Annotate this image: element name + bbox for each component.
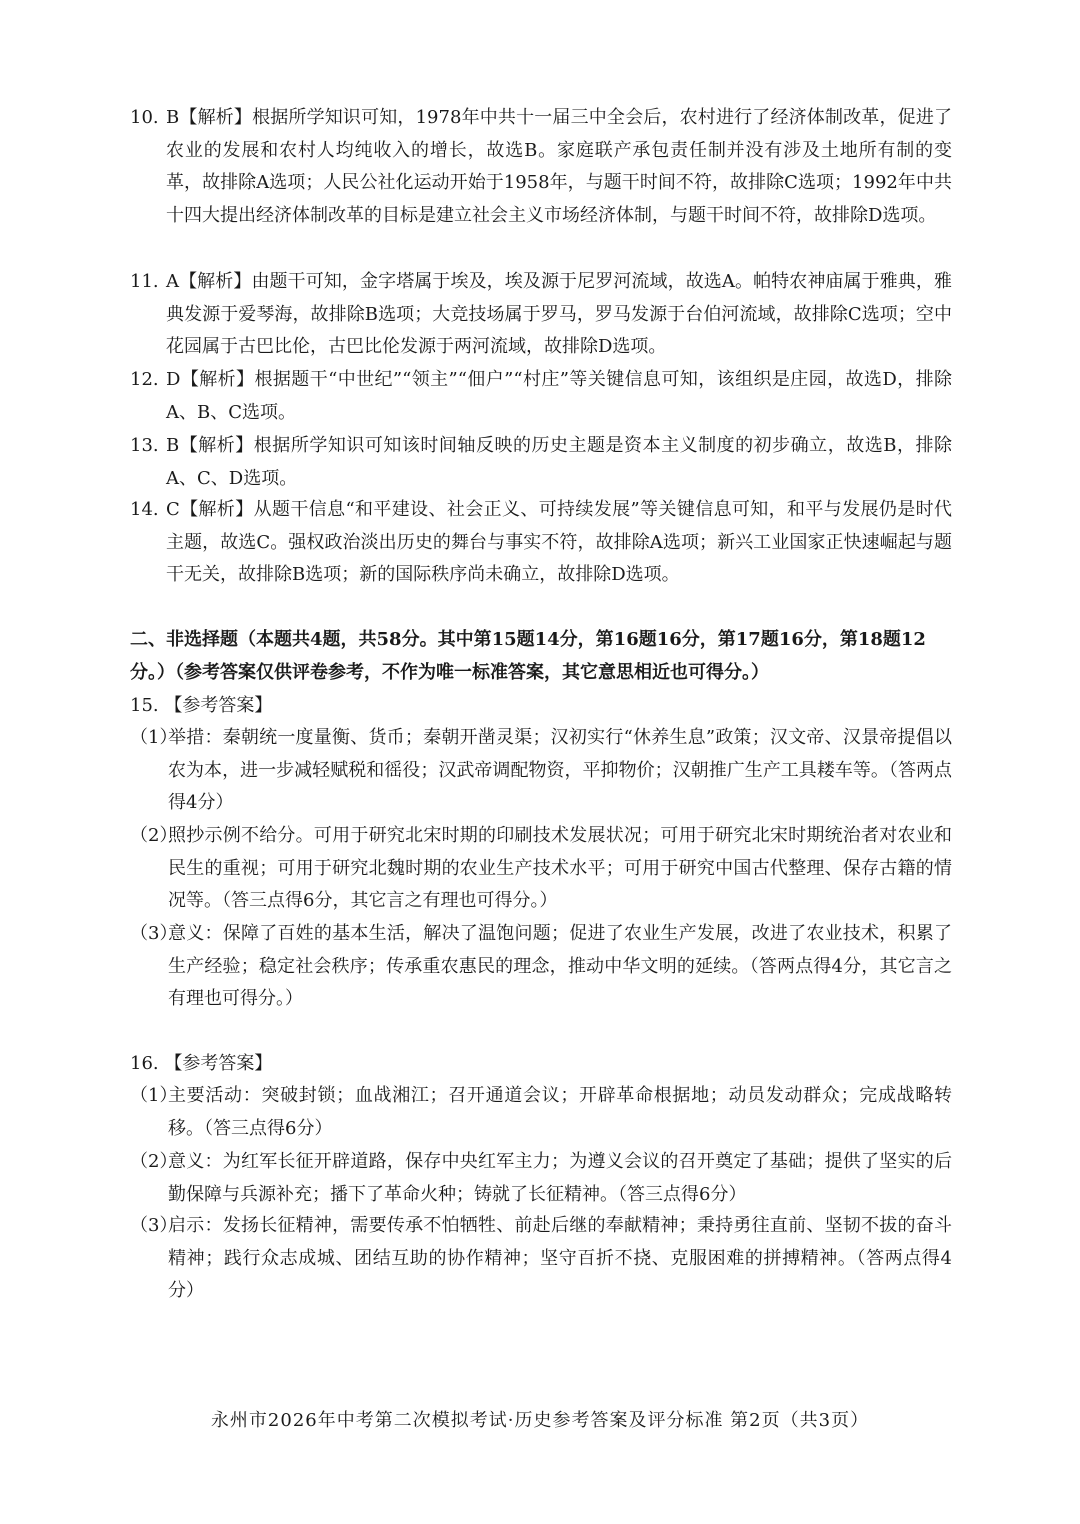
item-text: C【解析】从题干信息“和平建设、社会正义、可持续发展”等关键信息可知，和平与发展仍是时代主题，故选C。强权政治淡出历史的舞台与事实不符，故排除A选项；新兴工业国家正快速崛起与题干无关，故排除B选项；新的国际秩序尚未确立，故排除D选项。 (166, 499, 952, 586)
item-text: A【解析】由题干可知，金字塔属于埃及，埃及源于尼罗河流域，故选A。帕特农神庙属于雅典，雅典发源于爱琴海，故排除B选项；大竞技场属于罗马，罗马发源于台伯河流域，故排除C选项；空中花园属于古巴比伦，古巴比伦发源于两河流域，故排除D选项。 (166, 271, 952, 358)
part-text: 意义：为红军长征开辟道路，保存中央红军主力；为遵义会议的召开奠定了基础；提供了坚实的后勤保障与兵源补充；播下了革命火种；铸就了长征精神。（答三点得6分） (168, 1151, 952, 1205)
answer-item-10 (130, 102, 952, 233)
part-text: 举措：秦朝统一度量衡、货币；秦朝开凿灵渠；汉初实行“休养生息”政策；汉文帝、汉景帝提倡以农为本，进一步减轻赋税和徭役；汉武帝调配物资，平抑物价；汉朝推广生产工具耧车等。（答两点得4分） (168, 727, 952, 814)
section-heading: 二、非选择题（本题共4题，共58分。其中第15题14分，第16题16分，第17题16分，第18题12分。）（参考答案仅供评卷参考，不作为唯一标准答案，其它意思相近也可得分。） (130, 629, 926, 683)
part-label: （3） (130, 923, 178, 944)
part-label: （3） (130, 1215, 178, 1236)
item-text: D【解析】根据题干“中世纪”“领主”“佃户”“村庄”等关键信息可知，该组织是庄园，故选D，排除A、B、C选项。 (166, 369, 952, 423)
answer-item-14 (130, 494, 952, 592)
part-label: （2） (130, 825, 178, 846)
part-text: 启示：发扬长征精神，需要传承不怕牺牲、前赴后继的奉献精神；秉持勇往直前、坚韧不拔的奋斗精神；践行众志成城、团结互助的协作精神；坚守百折不挠、克服困难的拼搏精神。（答两点得4分） (168, 1215, 952, 1302)
q16-part-3 (130, 1210, 952, 1308)
item-text: B【解析】根据所学知识可知，1978年中共十一届三中全会后，农村进行了经济体制改革，促进了农业的发展和农村人均纯收入的增长，故选B。家庭联产承包责任制并没有涉及土地所有制的变革，故排除A选项；人民公社化运动开始于1958年，与题干时间不符，故排除C选项；1992年中共十四大提出经济体制改革的目标是建立社会主义市场经济体制，与题干时间不符，故排除D选项。 (166, 107, 952, 227)
question-16-title: 16. 【参考答案】 (130, 1053, 273, 1074)
part-text: 照抄示例不给分。可用于研究北宋时期的印刷技术发展状况；可用于研究北宋时期统治者对农业和民生的重视；可用于研究北魏时期的农业生产技术水平；可用于研究中国古代整理、保存古籍的情况等。（答三点得6分，其它言之有理也可得分。） (168, 825, 952, 912)
item-number: 13. (130, 435, 159, 456)
part-text: 主要活动：突破封锁；血战湘江；召开通道会议；开辟革命根据地；动员发动群众；完成战略转移。（答三点得6分） (168, 1085, 952, 1139)
part-label: （1） (130, 1085, 178, 1106)
q16-part-1 (130, 1080, 952, 1145)
question-15-title: 15. 【参考答案】 (130, 695, 273, 716)
item-number: 10. (130, 107, 159, 128)
part-label: （1） (130, 727, 178, 748)
q15-part-3 (130, 918, 952, 1016)
item-text: B【解析】根据所学知识可知该时间轴反映的历史主题是资本主义制度的初步确立，故选B，排除A、C、D选项。 (166, 435, 952, 489)
item-number: 11. (130, 271, 159, 292)
answer-item-12 (130, 364, 952, 429)
part-text: 意义：保障了百姓的基本生活，解决了温饱问题；促进了农业生产发展，改进了农业技术，积累了生产经验；稳定社会秩序；传承重农惠民的理念，推动中华文明的延续。（答两点得4分，其它言之有理也可得分。） (168, 923, 952, 1010)
page-footer: 永州市2026年中考第二次模拟考试·历史参考答案及评分标准 第2页（共3页） (210, 1410, 870, 1431)
answer-item-11 (130, 266, 952, 364)
q15-part-2 (130, 820, 952, 918)
q16-part-2 (130, 1146, 952, 1211)
part-label: （2） (130, 1151, 178, 1172)
item-number: 12. (130, 369, 159, 390)
q15-part-1 (130, 722, 952, 820)
item-number: 14. (130, 499, 159, 520)
answer-item-13 (130, 430, 952, 495)
